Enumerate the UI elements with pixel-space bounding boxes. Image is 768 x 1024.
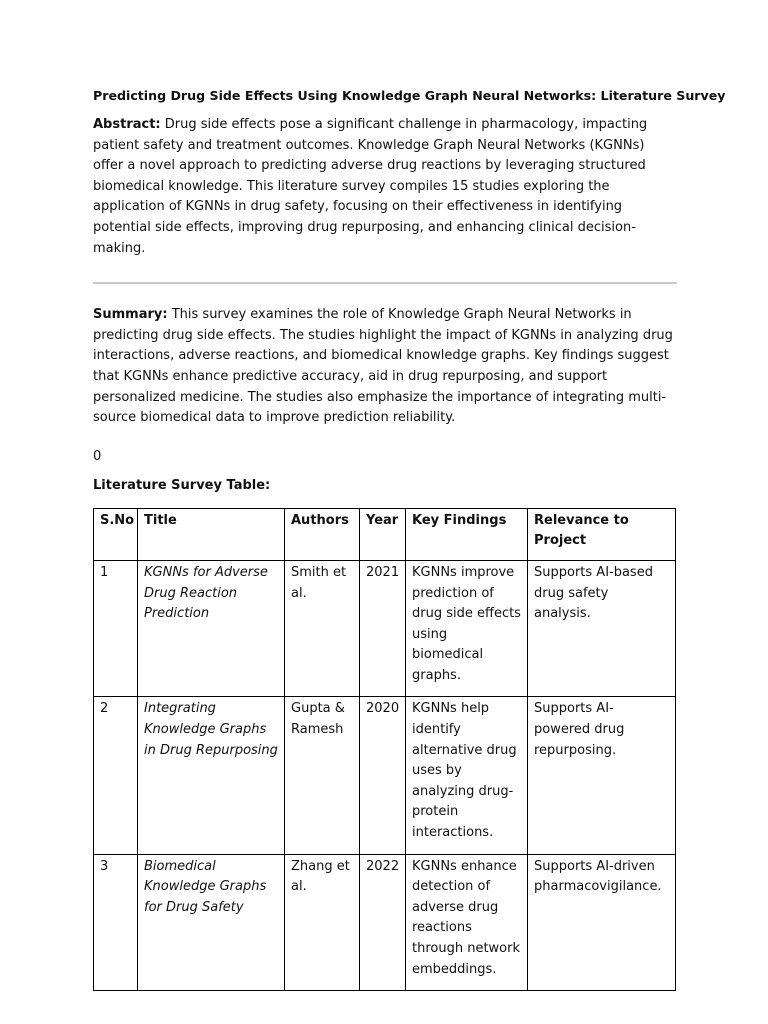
cell-year: 2022 [360, 854, 406, 991]
cell-authors: Gupta & Ramesh [285, 697, 360, 854]
stray-value: 0 [93, 448, 102, 464]
summary-text: This survey examines the role of Knowledge Graph Neural Networks in predicting drug side effects. The studies highlight the impact of KGNNs in analyzing drug interactions, adverse reactions, and biomedical knowledge graphs. Key findings suggest that KGNNs enhance predictive accuracy, aid in drug repurposing, and support personalized medicine. The studies also emphasize the importance of integrating multi-source biomedical data to improve prediction reliability. [93, 307, 673, 426]
abstract-text: Drug side effects pose a significant challenge in pharmacology, impacting patient safety and treatment outcomes. Knowledge Graph Neural Networks (KGNNs) offer a novel approach to predicting adverse drug reactions by leveraging structured biomedical knowledge. This literature survey compiles 15 studies exploring the application of KGNNs in drug safety, focusing on their effectiveness in identifying potential side effects, improving drug repurposing, and enhancing clinical decision-making. [93, 117, 648, 256]
cell-title: Integrating Knowledge Graphs in Drug Repurposing [138, 697, 285, 854]
header-year: Year [360, 508, 406, 560]
cell-relevance: Supports AI-driven pharmacovigilance. [528, 854, 676, 991]
cell-year: 2020 [360, 697, 406, 854]
header-title: Title [138, 508, 285, 560]
table-heading: Literature Survey Table: [93, 477, 271, 493]
document-title: Predicting Drug Side Effects Using Knowledge Graph Neural Networks: Literature Survey [93, 88, 726, 103]
table-row [94, 560, 676, 697]
header-relevance: Relevance to Project [528, 508, 676, 560]
cell-sno: 2 [94, 697, 138, 854]
cell-authors: Zhang et al. [285, 854, 360, 991]
cell-relevance: Supports AI-powered drug repurposing. [528, 697, 676, 854]
cell-findings: KGNNs help identify alternative drug uses by analyzing drug-protein interactions. [406, 697, 528, 854]
cell-sno: 1 [94, 560, 138, 697]
cell-findings: KGNNs improve prediction of drug side effects using biomedical graphs. [406, 560, 528, 697]
header-authors: Authors [285, 508, 360, 560]
abstract-paragraph [93, 115, 677, 259]
section-divider [93, 282, 677, 284]
cell-year: 2021 [360, 560, 406, 697]
cell-authors: Smith et al. [285, 560, 360, 697]
cell-findings: KGNNs enhance detection of adverse drug reactions through network embeddings. [406, 854, 528, 991]
table-header-row [94, 508, 676, 560]
cell-title: KGNNs for Adverse Drug Reaction Prediction [138, 560, 285, 697]
abstract-label: Abstract: [93, 117, 161, 132]
cell-title: Biomedical Knowledge Graphs for Drug Safety [138, 854, 285, 991]
table-row [94, 697, 676, 854]
document-body [93, 86, 726, 991]
summary-paragraph [93, 305, 677, 429]
cell-sno: 3 [94, 854, 138, 991]
cell-relevance: Supports AI-based drug safety analysis. [528, 560, 676, 697]
literature-survey-table [93, 508, 676, 991]
summary-label: Summary: [93, 307, 168, 323]
header-sno: S.No [94, 508, 138, 560]
table-row [94, 854, 676, 991]
header-key-findings: Key Findings [406, 508, 528, 560]
